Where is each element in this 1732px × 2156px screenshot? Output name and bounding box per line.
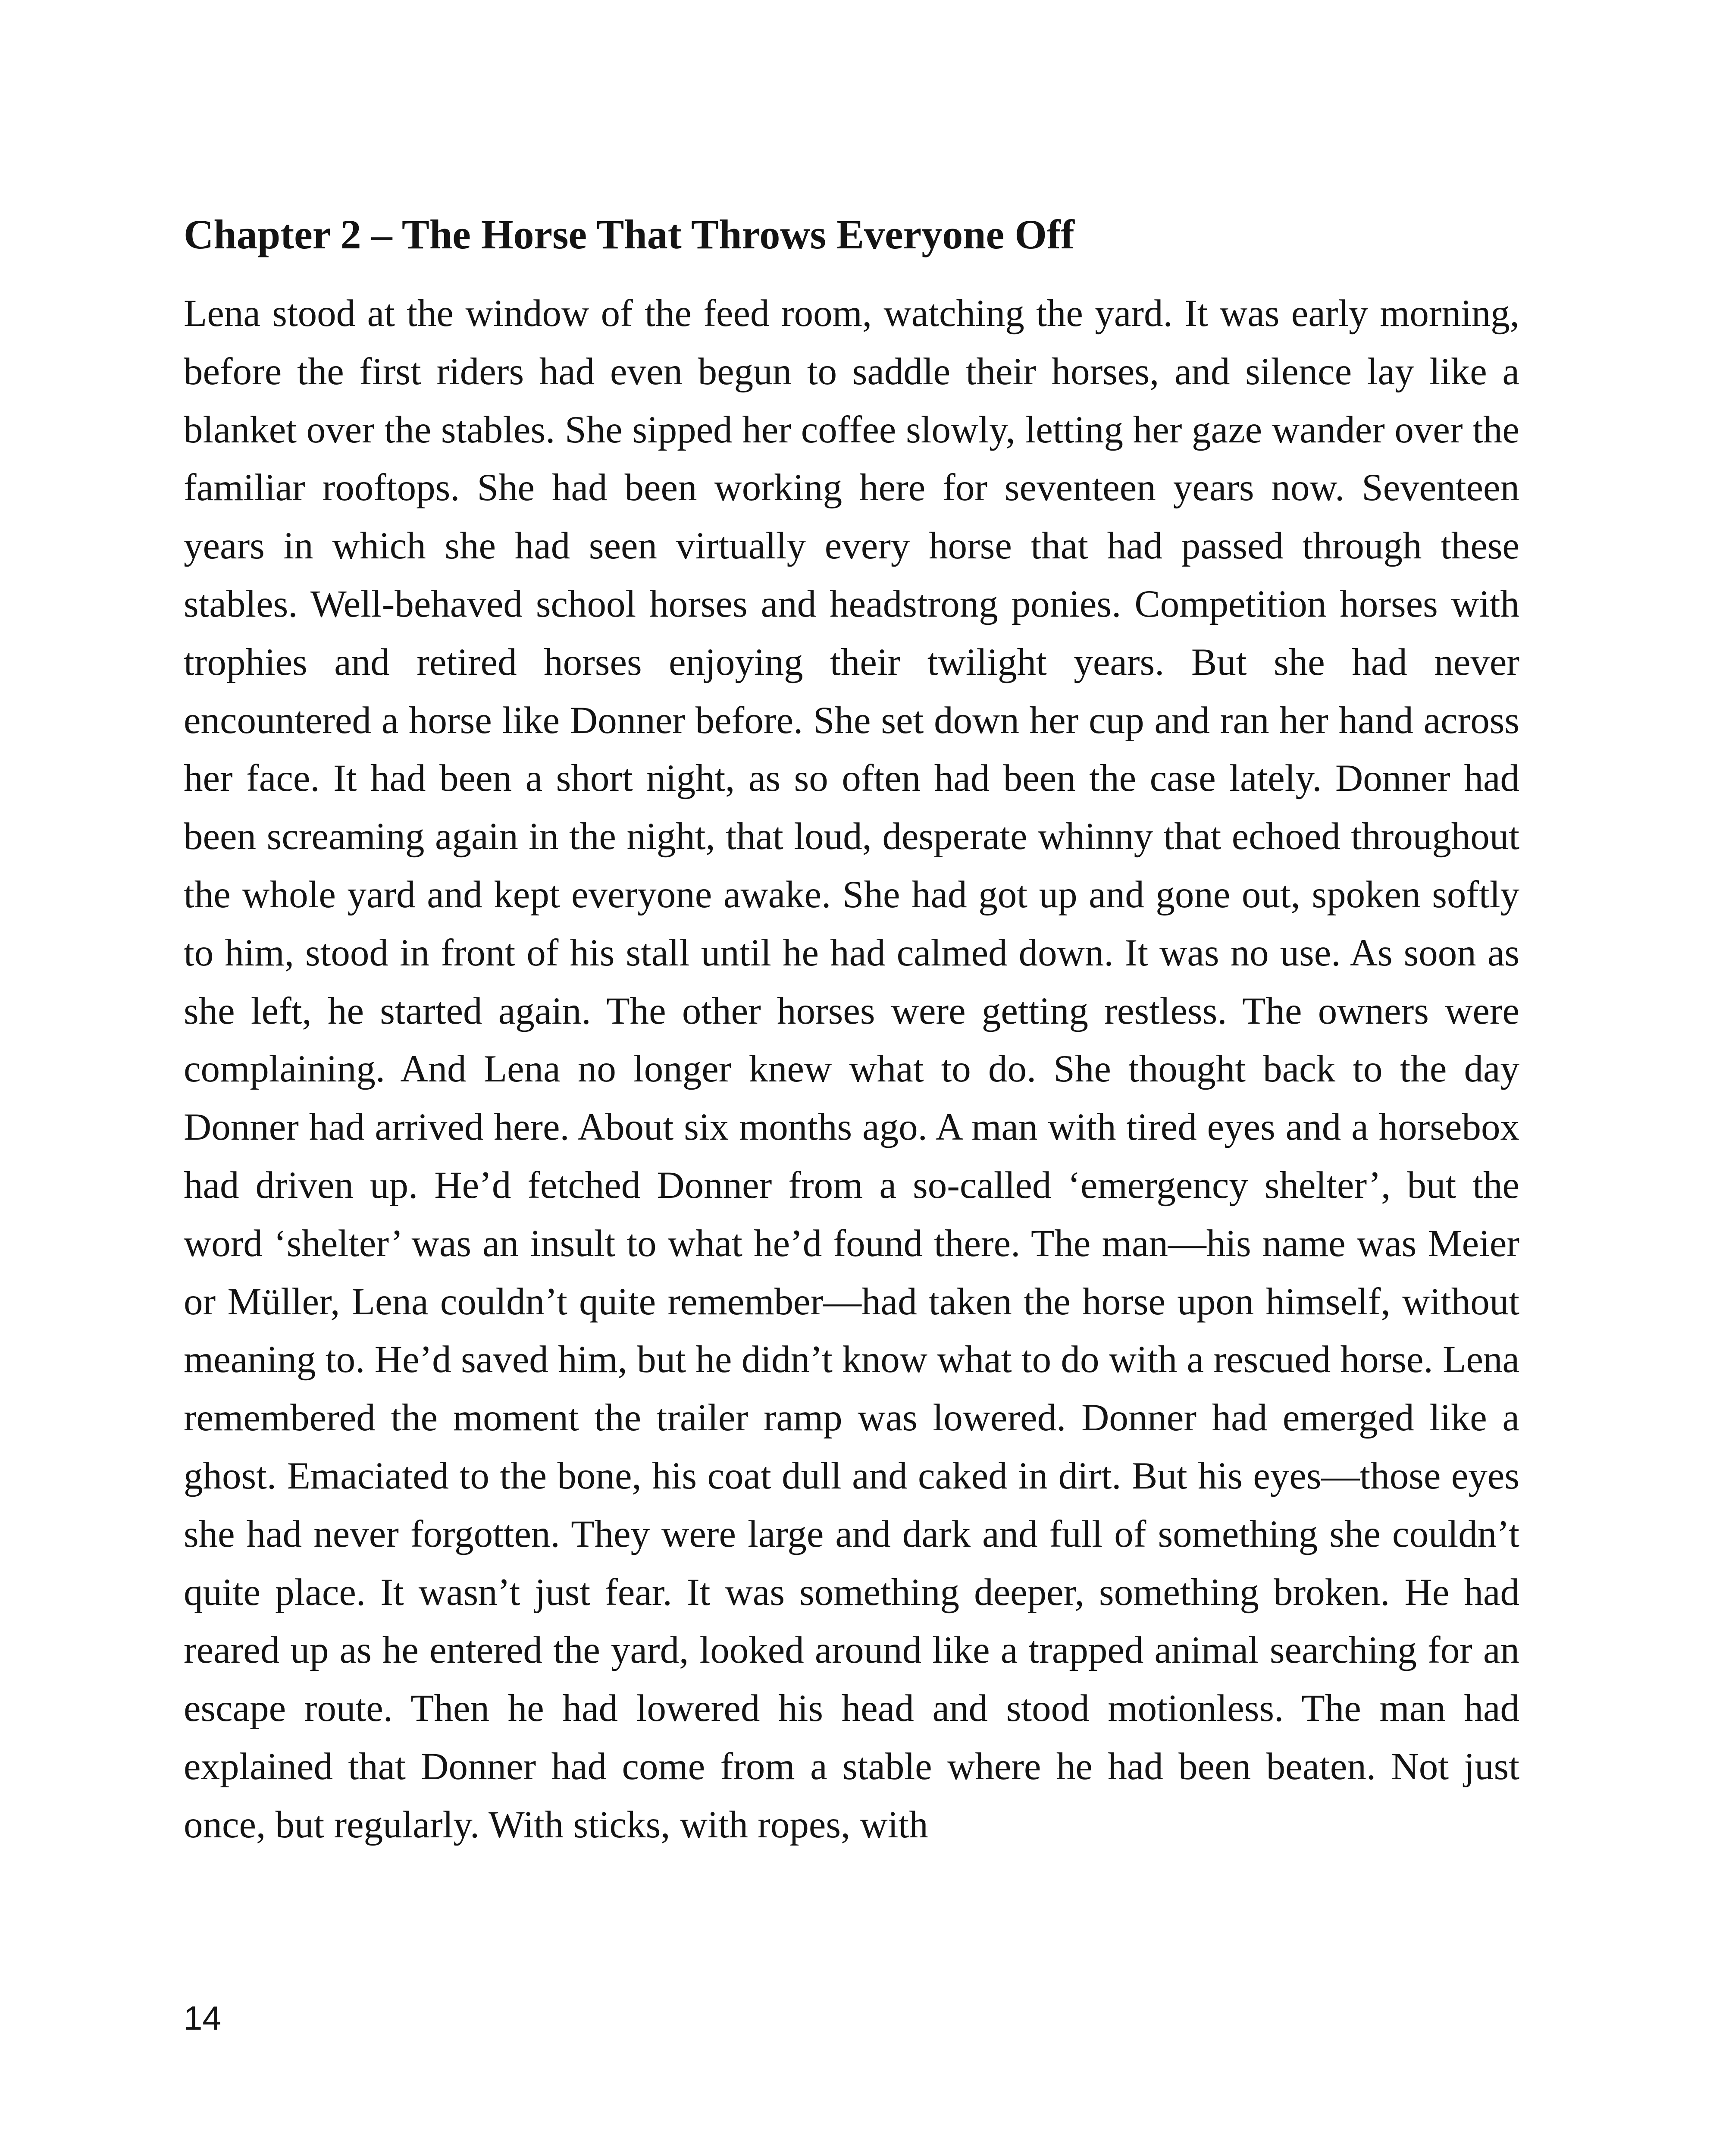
body-paragraph: Lena stood at the window of the feed room, watching the yard. It was early morning, before the first riders had even begun to saddle their horses, and silence lay like a blanket over the stables. She sipped her coffee slowly, letting her gaze wander over the familiar rooftops. She had been working here for seventeen years now. Seventeen years in which she had seen virtually every horse that had passed through these stables. Well-behaved school horses and headstrong ponies. Competition horses with trophies and retired horses enjoying their twilight years. But she had never encountered a horse like Donner before. She set down her cup and ran her hand across her face. It had been a short night, as so often had been the case lately. Donner had been screaming again in the night, that loud, desperate whinny that echoed throughout the whole yard and kept everyone awake. She had got up and gone out, spoken softly to him, stood in front of his stall until he had calmed down. It was no use. As soon as she left, he started again. The other horses were getting restless. The owners were complaining. And Lena no longer knew what to do. She thought back to the day Donner had arrived here. About six months ago. A man with tired eyes and a horsebox had driven up. He’d fetched Donner from a so-called ‘emergency shelter’, but the word ‘shelter’ was an insult to what he’d found there. The man—his name was Meier or Müller, Lena couldn’t quite remember—had taken the horse upon himself, without meaning to. He’d saved him, but he didn’t know what to do with a rescued horse. Lena remembered the moment the trailer ramp was lowered. Donner had emerged like a ghost. Emaciated to the bone, his coat dull and caked in dirt. But his eyes—those eyes she had never forgotten. They were large and dark and full of something she couldn’t quite place. It wasn’t just fear. It was something deeper, something broken. He had reared up as he entered the yard, looked around like a trapped animal searching for an escape route. Then he had lowered his head and stood motionless. The man had explained that Donner had come from a stable where he had been beaten. Not just once, but regularly. With sticks, with ropes, with [184, 292, 1519, 1846]
page-content [184, 207, 1519, 1854]
page-number: 14 [184, 1999, 221, 2037]
chapter-title: Chapter 2 – The Horse That Throws Everyone Off [184, 211, 1074, 257]
